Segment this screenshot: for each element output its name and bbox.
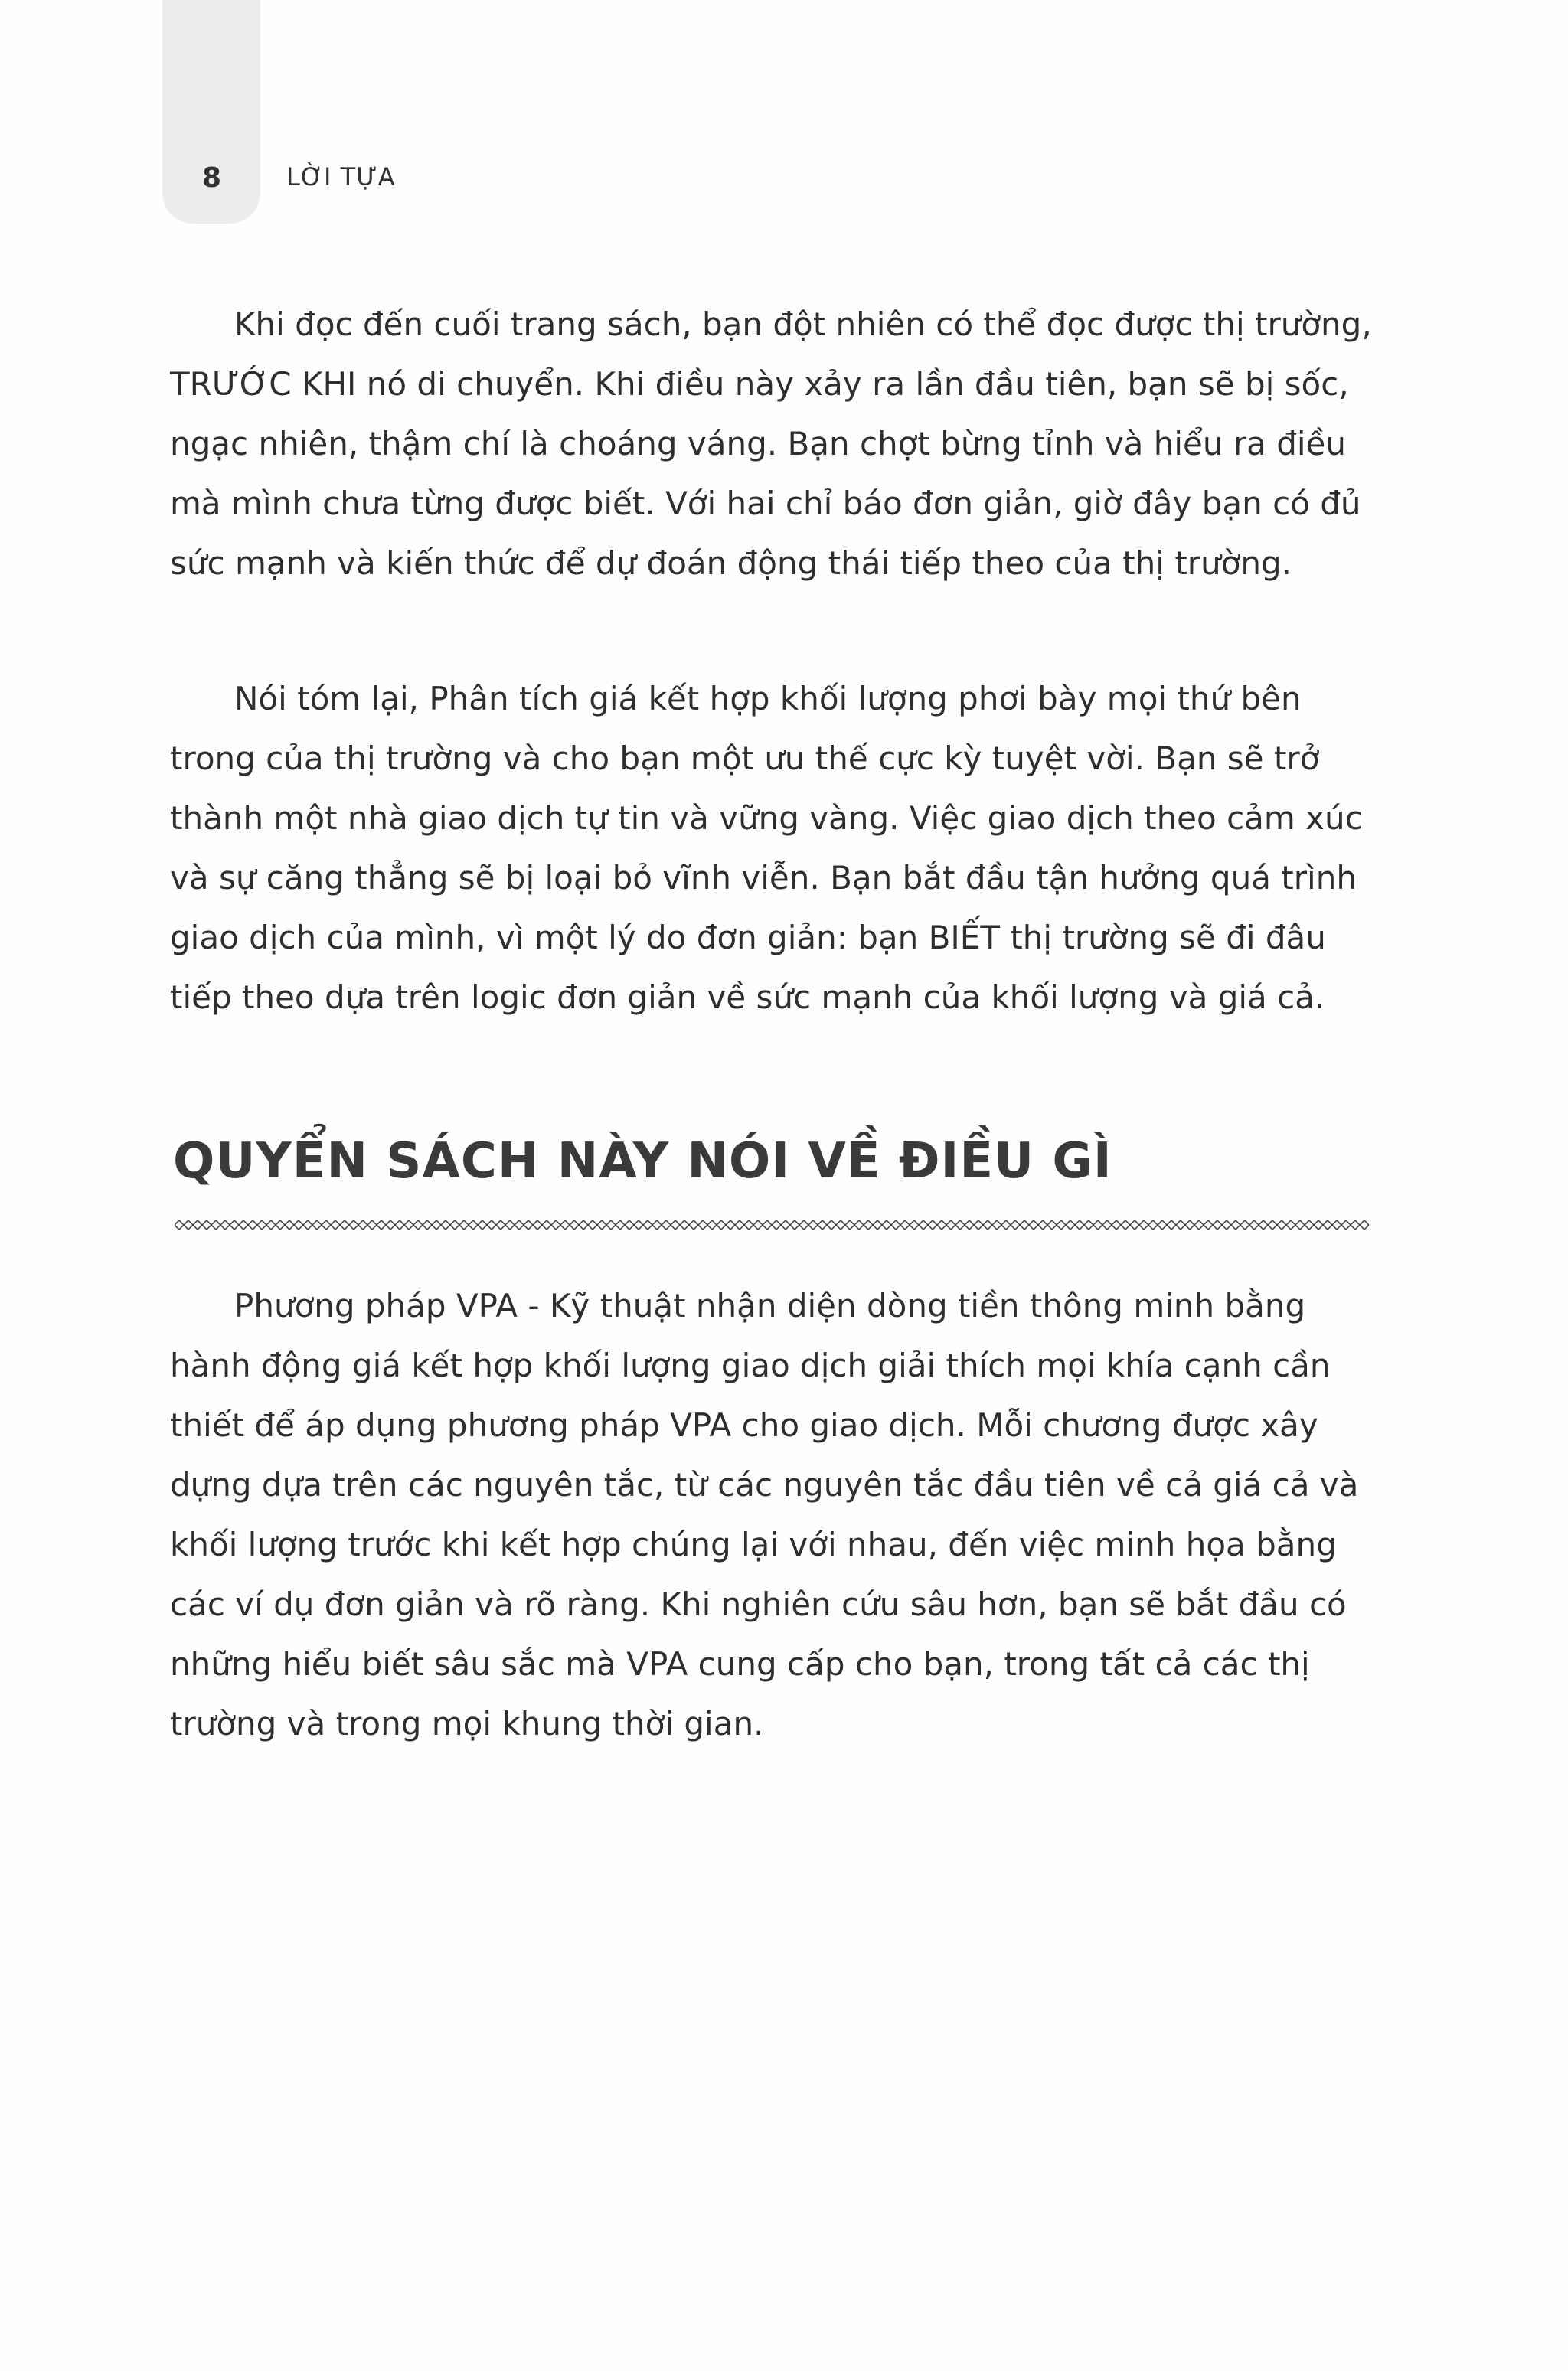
section-paragraph: Phương pháp VPA - Kỹ thuật nhận diện dòng tiền thông minh bằng hành động giá kết hợp khối lượng giao dịch giải thích mọi khía cạnh cần thiết để áp dụng phương pháp VPA cho giao dịch. Mỗi chương được xây dựng dựa trên các nguyên tắc, từ các nguyên tắc đầu tiên về cả giá cả và khối lượng trước khi kết hợp chúng lại với nhau, đến việc minh họa bằng các ví dụ đơn giản và rõ ràng. Khi nghiên cứu sâu hơn, bạn sẽ bắt đầu có những hiểu biết sâu sắc mà VPA cung cấp cho bạn, trong tất cả các thị trường và trong mọi khung thời gian. bbox=[170, 1287, 1359, 1742]
decorative-divider bbox=[175, 1215, 1369, 1235]
paragraph-2: Nói tóm lại, Phân tích giá kết hợp khối lượng phơi bày mọi thứ bên trong của thị trường và cho bạn một ưu thế cực kỳ tuyệt vời. Bạn sẽ trở thành một nhà giao dịch tự tin và vững vàng. Việc giao dịch theo cảm xúc và sự căng thẳng sẽ bị loại bỏ vĩnh viễn. Bạn bắt đầu tận hưởng quá trình giao dịch của mình, vì một lý do đơn giản: bạn BIẾT thị trường sẽ đi đâu tiếp theo dựa trên logic đơn giản về sức mạnh của khối lượng và giá cả. bbox=[170, 680, 1363, 1016]
running-title: LỜI TỰA bbox=[286, 162, 396, 191]
paragraph-1: Khi đọc đến cuối trang sách, bạn đột nhiên có thể đọc được thị trường, TRƯỚC KHI nó di chuyển. Khi điều này xảy ra lần đầu tiên, bạn sẽ bị sốc, ngạc nhiên, thậm chí là choáng váng. Bạn chợt bừng tỉnh và hiểu ra điều mà mình chưa từng được biết. Với hai chỉ báo đơn giản, giờ đây bạn có đủ sức mạnh và kiến thức để dự đoán động thái tiếp theo của thị trường. bbox=[170, 305, 1372, 582]
section-heading: QUYỂN SÁCH NÀY NÓI VỀ ĐIỀU GÌ bbox=[173, 1133, 1112, 1190]
page-number: 8 bbox=[202, 162, 222, 194]
